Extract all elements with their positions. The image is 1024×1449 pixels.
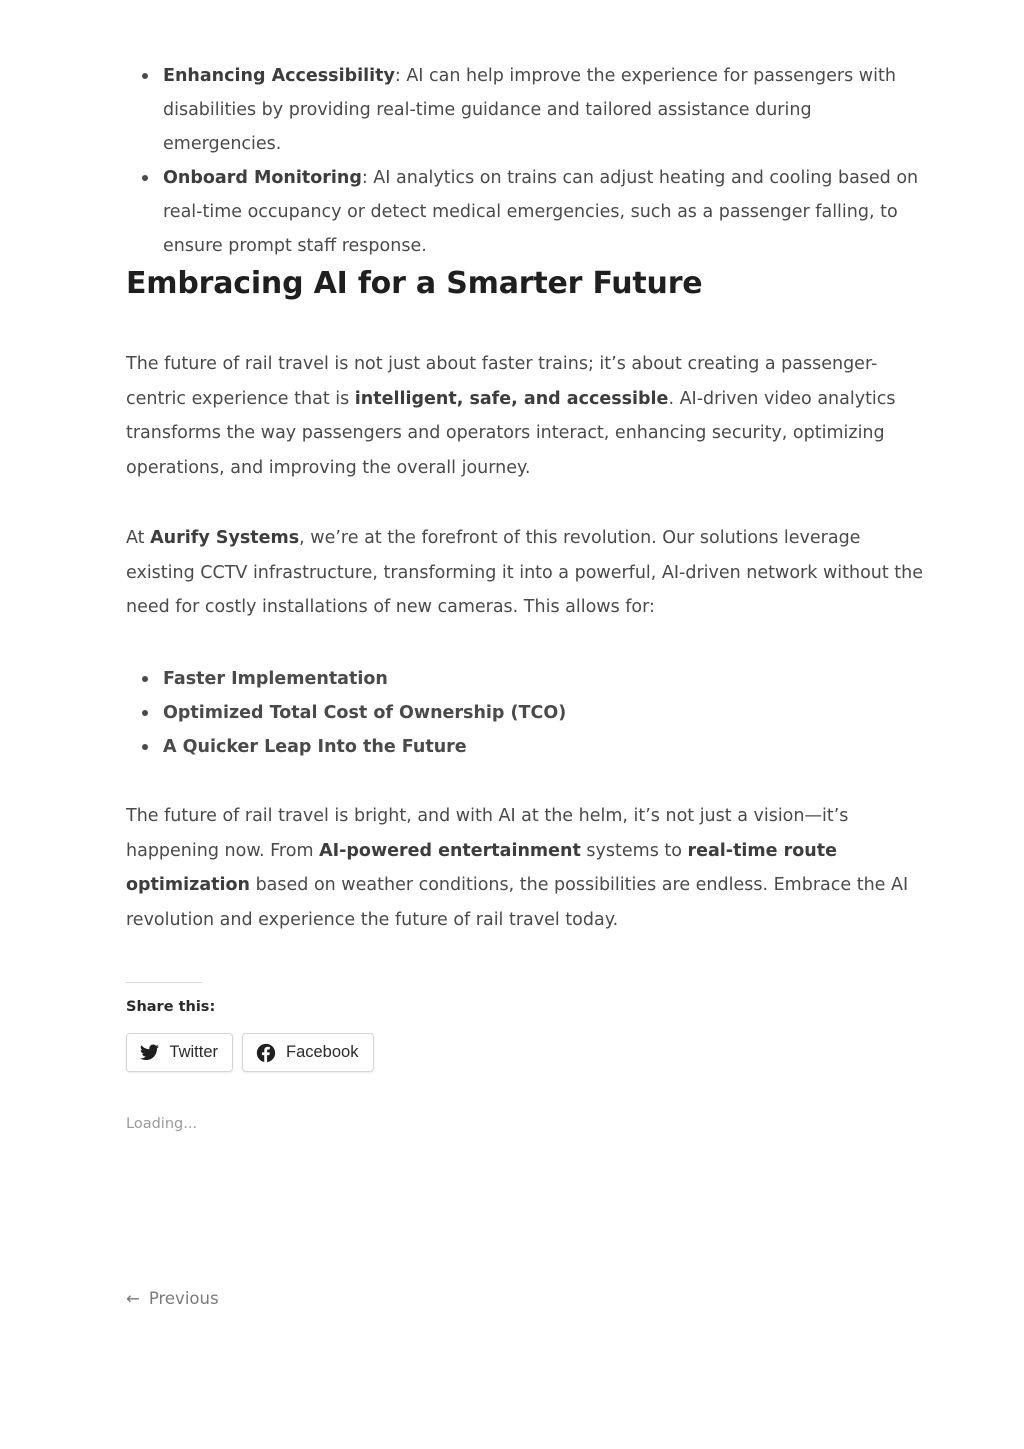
list-item <box>126 161 926 263</box>
company-name: Aurify Systems <box>150 528 300 548</box>
text-run: , we’re at the forefront of this revolution. Our solutions leverage existing CCTV infrastructure, transforming it into a powerful, AI-driven network without the need for costly installations of new cameras. This allows for: <box>126 528 924 617</box>
list-item: A Quicker Leap Into the Future <box>126 730 926 764</box>
list-item-text: : AI can help improve the experience for passengers with disabilities by providing real-time guidance and tailored assistance during emergencies. <box>163 66 896 154</box>
facebook-label: Facebook <box>286 1043 359 1061</box>
facebook-f-icon <box>256 1043 276 1063</box>
list-item-term: Onboard Monitoring <box>163 168 362 188</box>
list-item <box>126 59 926 161</box>
paragraph-company <box>126 521 926 625</box>
list-item-term: Enhancing Accessibility <box>163 66 395 86</box>
share-divider <box>126 982 202 983</box>
twitter-label: Twitter <box>169 1043 218 1061</box>
twitter-bird-icon <box>140 1044 159 1061</box>
likes-loading-text: Loading... <box>126 1116 198 1132</box>
paragraph-intro <box>126 347 926 485</box>
previous-label: Previous <box>148 1289 219 1308</box>
list-item: Faster Implementation <box>126 662 926 696</box>
text-run: At <box>126 528 151 548</box>
paragraph-closing <box>126 799 926 937</box>
text-run: The future of rail travel is bright, and with AI at the helm, it’s not just a vision—it’s happening now. From <box>126 806 849 861</box>
text-run: systems to <box>580 840 688 861</box>
section-heading: Embracing AI for a Smarter Future <box>126 266 703 301</box>
facebook-share-button[interactable] <box>242 1033 374 1072</box>
list-item: Optimized Total Cost of Ownership (TCO) <box>126 696 926 730</box>
text-run: . AI-driven video analytics transforms the way passengers and operators interact, enhancing security, optimizing operations, and improving the overall journey. <box>126 388 896 478</box>
share-label: Share this: <box>126 999 216 1015</box>
feature-list <box>126 59 926 263</box>
arrow-left-icon: ← <box>126 1289 140 1308</box>
list-item-text: : AI analytics on trains can adjust heating and cooling based on real-time occupancy or detect medical emergencies, such as a passenger falling, to ensure prompt staff response. <box>163 168 919 256</box>
twitter-share-button[interactable] <box>126 1033 233 1072</box>
previous-post-link[interactable] <box>126 1289 219 1308</box>
text-run: based on weather conditions, the possibilities are endless. Embrace the AI revolution and experience the future of rail travel today. <box>126 875 909 930</box>
bold-text: real-time route optimization <box>126 840 837 895</box>
benefits-list <box>126 662 926 764</box>
bold-text: AI-powered entertainment <box>319 840 581 861</box>
text-run: The future of rail travel is not just about faster trains; it’s about creating a passenger-centric experience that is <box>126 354 878 409</box>
bold-text: intelligent, safe, and accessible <box>354 388 669 409</box>
